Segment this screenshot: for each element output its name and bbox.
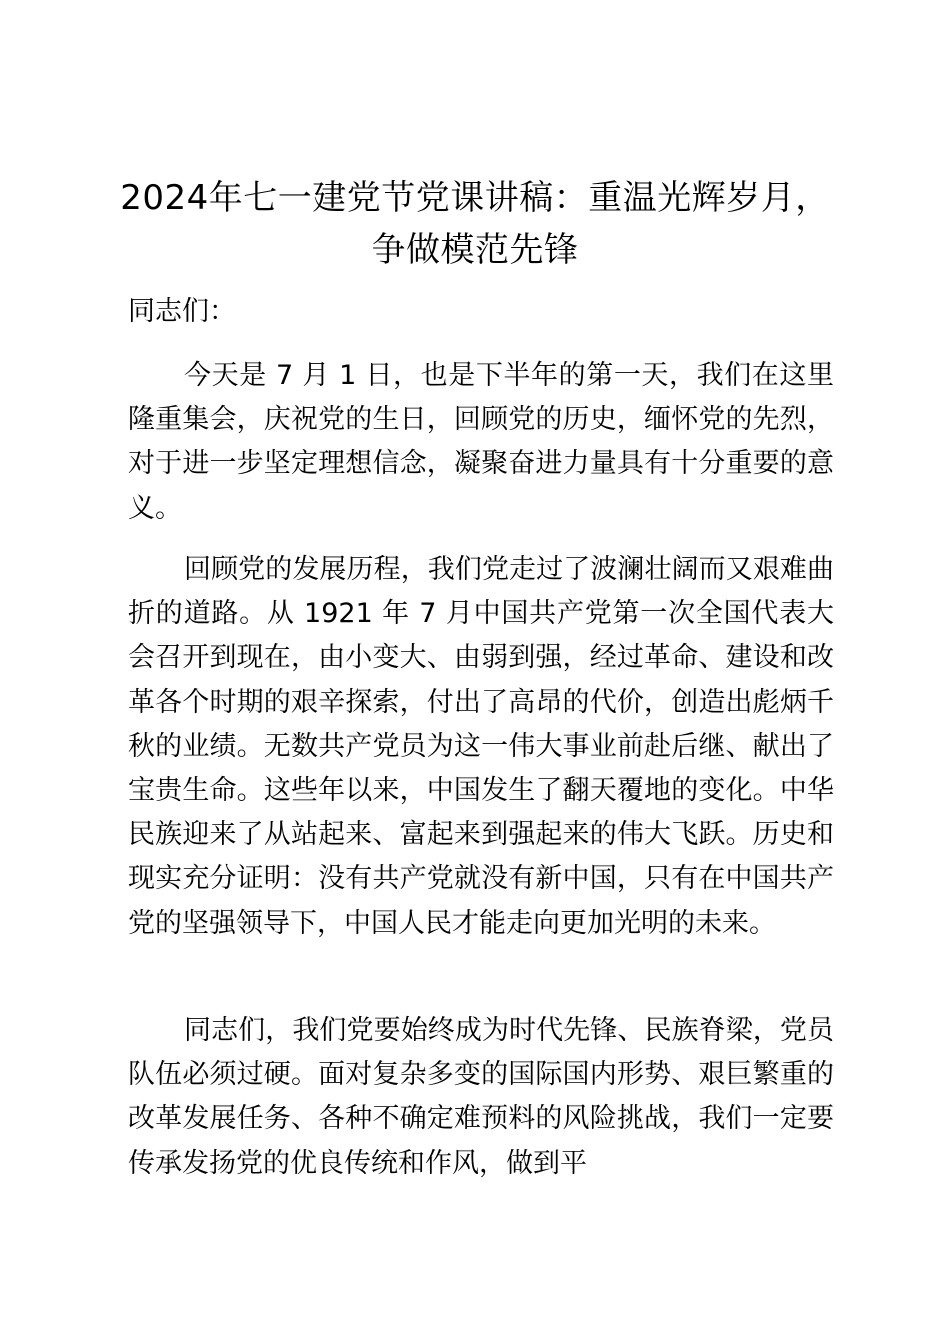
salutation: 同志们： bbox=[128, 296, 236, 327]
document-title: 2024年七一建党节党课讲稿：重温光辉岁月，争做模范先锋 bbox=[120, 178, 830, 270]
paragraph-3: 同志们，我们党要始终成为时代先锋、民族脊梁，党员队伍必须过硬。面对复杂多变的国际国内形势、艰巨繁重的改革发展任务、各种不确定难预料的风险挑战，我们一定要传承发扬党的优良传统和作风，做到平 bbox=[128, 1015, 834, 1179]
paragraph-2: 回顾党的发展历程，我们党走过了波澜壮阔而又艰难曲折的道路。从 1921 年 7 月中国共产党第一次全国代表大会召开到现在，由小变大、由弱到强，经过革命、建设和改革各个时期的艰辛探索，付出了高昂的代价，创造出彪炳千秋的业绩。无数共产党员为这一伟大事业前赴后继、献出了宝贵生命。这些年以来，中国发生了翻天覆地的变化。中华民族迎来了从站起来、富起来到强起来的伟大飞跃。历史和现实充分证明：没有共产党就没有新中国，只有在中国共产党的坚强领导下，中国人民才能走向更加光明的未来。 bbox=[128, 554, 834, 939]
paragraph-1: 今天是 7 月 1 日，也是下半年的第一天，我们在这里隆重集会，庆祝党的生日，回顾党的历史，缅怀党的先烈，对于进一步坚定理想信念，凝聚奋进力量具有十分重要的意义。 bbox=[128, 360, 834, 524]
